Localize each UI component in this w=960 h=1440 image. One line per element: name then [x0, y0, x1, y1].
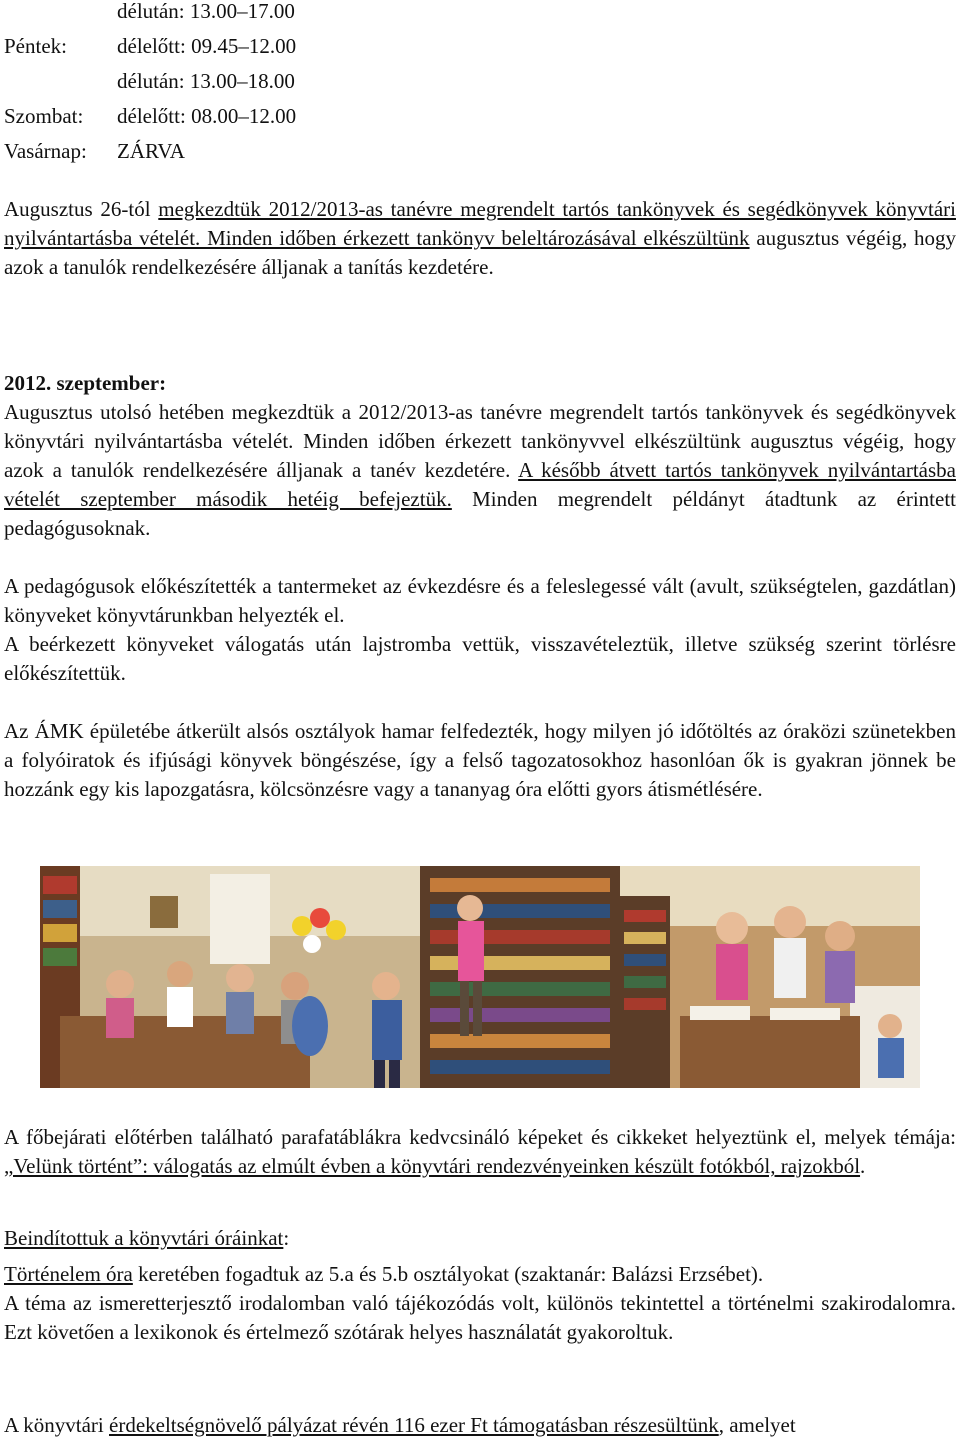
- hours-row: [4, 102, 296, 137]
- underlined-text: Történelem óra: [4, 1262, 133, 1286]
- underlined-text: érdekeltségnövelő pályázat révén 116 ezer Ft támogatásban részesültünk: [109, 1413, 719, 1437]
- hours-period: ZÁRVA: [117, 139, 185, 163]
- hours-day: Szombat:: [4, 104, 84, 128]
- text-run: , amelyet: [718, 1413, 796, 1437]
- underlined-text: Beindítottuk a könyvtári óráinkat: [4, 1226, 284, 1250]
- hours-time: 13.00–17.00: [189, 0, 295, 23]
- hours-time: 13.00–18.00: [189, 69, 295, 93]
- hours-row: [4, 32, 296, 67]
- library-photos: [40, 866, 920, 1088]
- hours-period: délelőtt:: [117, 34, 186, 58]
- text-run: A főbejárati előtérben található parafatáblákra kedvcsináló képeket és cikkeket helyeztünk el, melyek témája:: [4, 1125, 956, 1149]
- hours-period: délelőtt:: [117, 104, 186, 128]
- text-run: Augusztus 26-tól: [4, 197, 159, 221]
- hours-day: Péntek:: [4, 34, 67, 58]
- paragraph-library-lessons: [4, 1224, 956, 1253]
- paragraph-notice-boards: [4, 1123, 956, 1181]
- paragraph-history-lesson: [4, 1260, 956, 1347]
- text-run: A pedagógusok előkészítették a tantermeket az évkezdésre és a feleslegessé vált (avult, szükségtelen, gazdátlan) könyveket könyvtárunkban helyezték el.: [4, 574, 956, 627]
- hours-period: délután:: [117, 0, 185, 23]
- paragraph-teachers: [4, 572, 956, 688]
- library-bookshelf-photo: [620, 866, 920, 1088]
- paragraph-august-textbooks: [4, 195, 956, 282]
- paragraph-lower-classes: [4, 717, 956, 804]
- text-run: augusztus végéig, hogy azok a tanulók rendelkezésére álljanak a tanítás kezdetére.: [4, 226, 956, 279]
- underlined-text: megkezdtük 2012/2013-as tanévre megrendelt tartós tankönyvek és segédkönyvek könyvtári nyilvántartásba vételét. Minden időben érkezett tankönyv beleltározásával elkészültünk: [4, 197, 956, 250]
- opening-hours: [4, 0, 296, 172]
- underlined-text: „Velünk történt”: válogatás az elmúlt évben a könyvtári rendezvényeinken készült fotókból, rajzokból: [4, 1154, 861, 1178]
- text-run: keretében fogadtuk az 5.a és 5.b osztályokat (szaktanár: Balázsi Erzsébet).: [132, 1262, 764, 1286]
- hours-period: délután:: [117, 69, 185, 93]
- underlined-text: A később átvett tartós tankönyvek nyilvántartásba vételét szeptember második hetéig befejeztük.: [4, 458, 956, 511]
- text-run: Augusztus utolsó hetében megkezdtük a 2012/2013-as tanévre megrendelt tartós tankönyvek és segédkönyvek könyvtári nyilvántartásba vételét. Minden időben érkezett tankönyvvel elkészültünk augusztus végéig, hogy azok a tanulók rendelkezésére álljanak a tanév kezdetére.: [4, 400, 956, 482]
- paragraph-grant: [4, 1411, 956, 1440]
- text-run: A könyvtári: [4, 1413, 109, 1437]
- hours-time: 09.45–12.00: [191, 34, 297, 58]
- paragraph-september: [4, 369, 956, 543]
- text-run: A téma az ismeretterjesztő irodalomban való tájékozódás volt, különös tekintettel a történelmi szakirodalomra. Ezt követően a lexikonok és értelmező szótárak helyes használatát gyakoroltuk.: [4, 1291, 956, 1344]
- hours-row: [4, 0, 296, 32]
- text-run: Az ÁMK épületébe átkerült alsós osztályok hamar felfedezték, hogy milyen jó időtöltés az óraközi szünetekben a folyóiratok és ifjúsági könyvek böngészése, így a felső tagozatosokhoz hasonlóan ők is gyakran jönnek be hozzánk egy kis lapozgatásra, kölcsönzésre vagy a tananyag óra előtti gyors átismétlésére.: [4, 719, 956, 801]
- hours-day: Vasárnap:: [4, 139, 87, 163]
- text-run: A beérkezett könyveket válogatás után lajstromba vettük, visszavételeztük, illetve szükség szerint törlésre előkészítettük.: [4, 632, 956, 685]
- text-run: :: [283, 1226, 290, 1250]
- hours-row: [4, 137, 296, 172]
- library-reading-room-photo: [40, 866, 620, 1088]
- hours-time: 08.00–12.00: [191, 104, 297, 128]
- section-heading: 2012. szeptember:: [4, 371, 167, 395]
- hours-row: [4, 67, 296, 102]
- text-run: Minden megrendelt példányt átadtunk az érintett pedagógusoknak.: [4, 487, 956, 540]
- text-run: .: [860, 1154, 866, 1178]
